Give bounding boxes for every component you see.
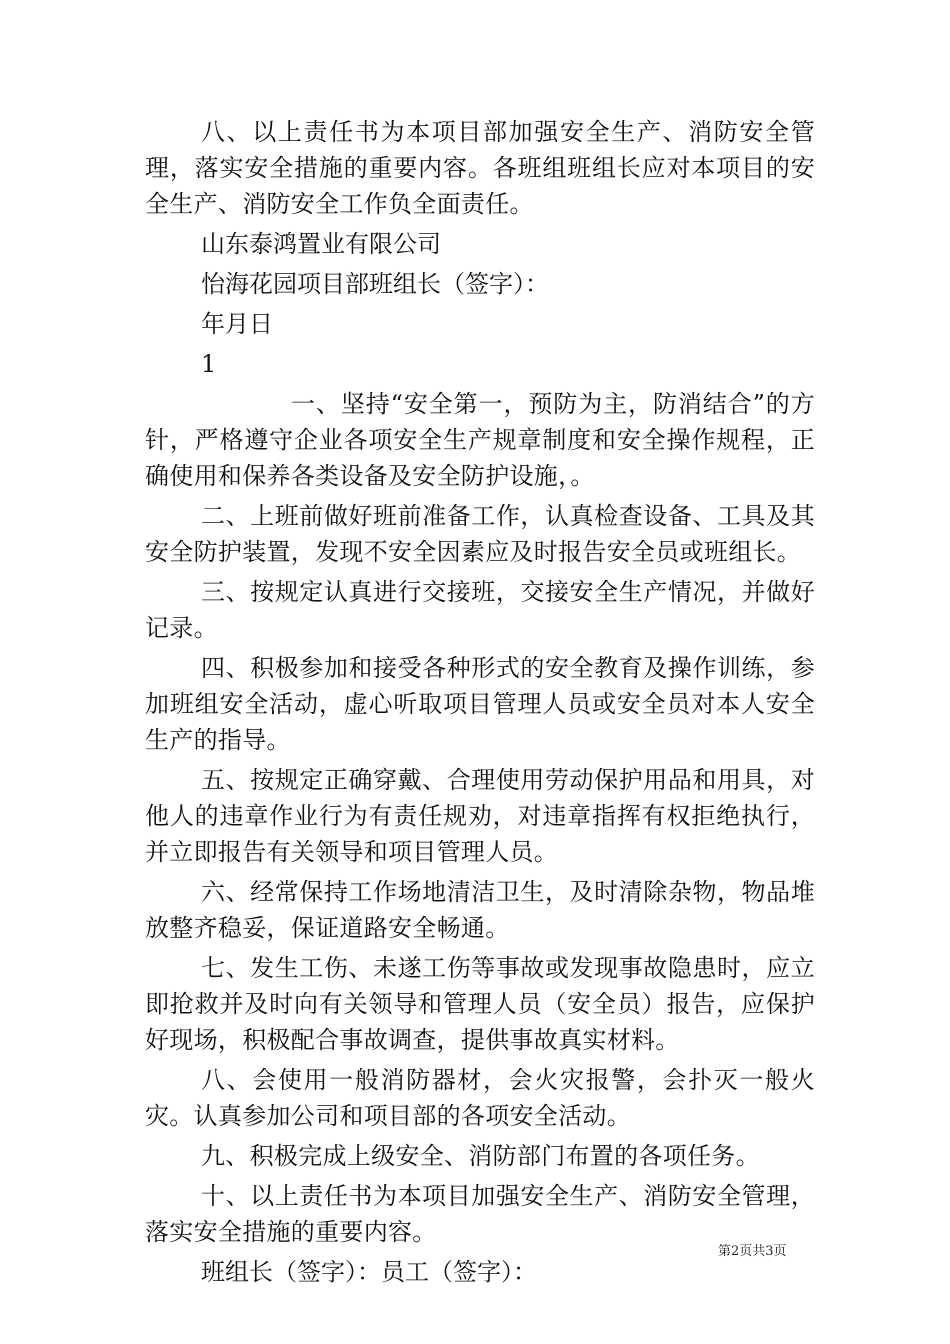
list-item: 七、发生工伤、未遂工伤等事故或发现事故隐患时，应立即抢救并及时向有关领导和管理人员（安全员）报告，应保护好现场，积极配合事故调查，提供事故真实材料。 [145,954,815,1054]
list-item: 九、积极完成上级安全、消防部门布置的各项任务。 [201,1142,760,1170]
list-item: 五、按规定正确穿戴、合理使用劳动保护用品和用具，对他人的违章作业行为有责任规劝，对违章指挥有权拒绝执行，并立即报告有关领导和项目管理人员。 [145,766,815,866]
list-item: 二、上班前做好班前准备工作，认真检查设备、工具及其安全防护装置，发现不安全因素应及时报告安全员或班组长。 [145,502,815,566]
list-item: 四、积极参加和接受各种形式的安全教育及操作训练，参加班组安全活动，虚心听取项目管理人员或安全员对本人安全生产的指导。 [145,654,815,754]
section-number: 1 [201,350,217,378]
page-number-footer: 第2页共3页 [718,1244,787,1259]
document-body [145,114,815,1290]
signature-line: 班组长（签字）：员工（签字）： [201,1258,537,1286]
company-name: 山东泰鸿置业有限公司 [201,230,441,258]
list-item: 一、坚持“安全第一，预防为主，防消结合”的方针，严格遵守企业各项安全生产规章制度和安全操作规程，正确使用和保养各类设备及安全防护设施，。 [145,390,815,490]
list-item: 三、按规定认真进行交接班，交接安全生产情况，并做好记录。 [145,578,815,642]
date-line: 年月日 [201,310,273,338]
team-leader-signature-line: 怡海花园项目部班组长（签字）： [201,270,549,298]
list-item: 八、会使用一般消防器材，会火灾报警，会扑灭一般火灾。认真参加公司和项目部的各项安全活动。 [145,1066,815,1130]
list-item: 十、以上责任书为本项目加强安全生产、消防安全管理，落实安全措施的重要内容。 [145,1182,815,1246]
paragraph-responsibility-8: 八、以上责任书为本项目部加强安全生产、消防安全管理，落实安全措施的重要内容。各班组班组长应对本项目的安全生产、消防安全工作负全面责任。 [145,118,815,218]
list-item: 六、经常保持工作场地清洁卫生，及时清除杂物，物品堆放整齐稳妥，保证道路安全畅通。 [145,878,815,942]
